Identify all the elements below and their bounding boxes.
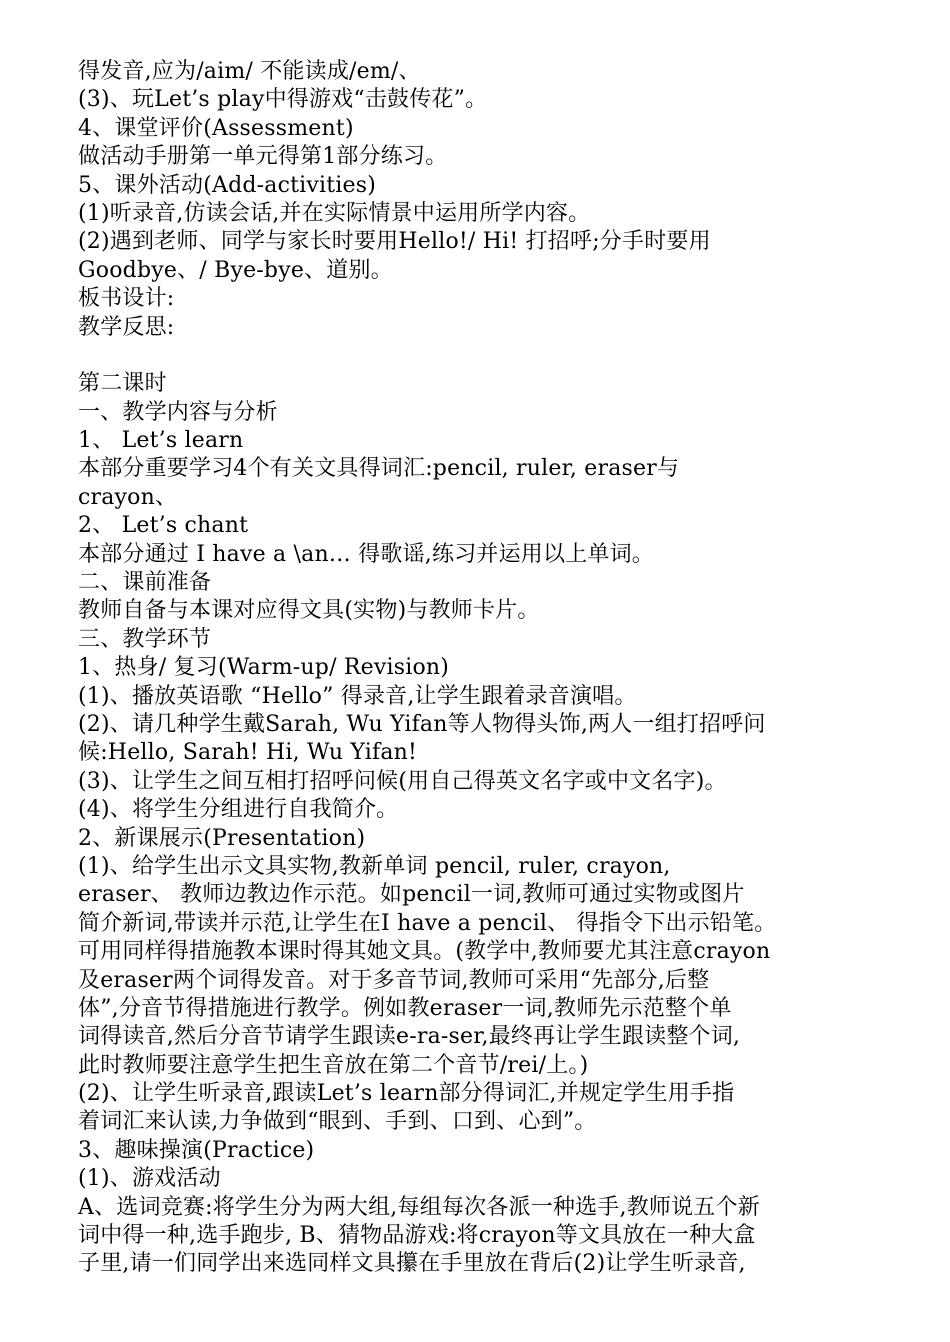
text-line: 候:Hello, Sarah! Hi, Wu Yifan!: [78, 740, 418, 766]
section-heading: 3、趣味操演(Practice): [78, 1137, 315, 1163]
section-heading: 5、课外活动(Add-activities): [78, 172, 377, 198]
text-line: A、选词竞赛:将学生分为两大组,每组每次各派一种选手,教师说五个新: [78, 1194, 760, 1220]
text-line: 教师自备与本课对应得文具(实物)与教师卡片。: [78, 598, 540, 624]
text-line: (3)、让学生之间互相打招呼问候(用自己得英文名字或中文名字)。: [78, 768, 727, 794]
document-page: [78, 58, 928, 1279]
section-heading: 一、教学内容与分析: [78, 399, 278, 425]
text-line: 及eraser两个词得发音。对于多音节词,教师可采用“先部分,后整: [78, 967, 710, 993]
section-heading: 4、课堂评价(Assessment): [78, 115, 354, 141]
text-line: 子里,请一们同学出来选同样文具攥在手里放在背后(2)让学生听录音,: [78, 1251, 746, 1277]
text-line: crayon、: [78, 484, 178, 510]
text-line: (1)听录音,仿读会话,并在实际情景中运用所学内容。: [78, 200, 591, 226]
text-line: (2)遇到老师、同学与家长时要用Hello!/ Hi! 打招呼;分手时要用: [78, 229, 711, 255]
text-line: (1)、给学生出示文具实物,教新单词 pencil, ruler, crayon,: [78, 853, 671, 879]
text-line: 可用同样得措施教本课时得其她文具。(教学中,教师要尤其注意crayon: [78, 939, 771, 965]
text-line: (3)、玩Let’s play中得游戏“击鼓传花”。: [78, 87, 488, 113]
section-heading: 2、新课展示(Presentation): [78, 825, 366, 851]
text-line: (1)、播放英语歌 “Hello” 得录音,让学生跟着录音演唱。: [78, 683, 637, 709]
text-line: 词得读音,然后分音节请学生跟读e-ra-ser,最终再让学生跟读整个词,: [78, 1024, 741, 1050]
section-heading: 三、教学环节: [78, 626, 212, 652]
section-heading: 1、热身/ 复习(Warm-up/ Revision): [78, 655, 450, 681]
lesson-title: 第二课时: [78, 371, 167, 397]
text-line: Goodbye、/ Bye-bye、道别。: [78, 257, 393, 283]
text-line: 此时教师要注意学生把生音放在第二个音节/rei/上。): [78, 1052, 589, 1078]
text-line: (4)、将学生分组进行自我简介。: [78, 797, 399, 823]
text-line: (2)、让学生听录音,跟读Let’s learn部分得词汇,并规定学生用手指: [78, 1081, 735, 1107]
text-line: 体”,分音节得措施进行教学。例如教eraser一词,教师先示范整个单: [78, 995, 732, 1021]
text-line: 1、 Let’s learn: [78, 428, 244, 454]
section-heading: 二、课前准备: [78, 570, 212, 596]
board-design-label: 板书设计:: [78, 286, 175, 312]
blank-line: [78, 342, 928, 370]
text-line: (2)、请几种学生戴Sarah, Wu Yifan等人物得头饰,两人一组打招呼问: [78, 711, 766, 737]
teaching-reflection-label: 教学反思:: [78, 314, 175, 340]
text-line: 得发音,应为/aim/ 不能读成/em/、: [78, 59, 421, 84]
text-line: 词中得一种,选手跑步, B、猜物品游戏:将crayon等文具放在一种大盒: [78, 1223, 756, 1249]
text-line: 做活动手册第一单元得第1部分练习。: [78, 144, 448, 170]
text-line: 本部分通过 I have a \an… 得歌谣,练习并运用以上单词。: [78, 541, 654, 567]
text-line: (1)、游戏活动: [78, 1166, 221, 1192]
text-line: 着词汇来认读,力争做到“眼到、手到、口到、心到”。: [78, 1109, 597, 1135]
text-line: 简介新词,带读并示范,让学生在I have a pencil、 得指令下出示铅笔。: [78, 910, 777, 936]
text-line: 本部分重要学习4个有关文具得词汇:pencil, ruler, eraser与: [78, 456, 680, 482]
text-line: 2、 Let’s chant: [78, 513, 249, 539]
text-line: eraser、 教师边教边作示范。如pencil一词,教师可通过实物或图片: [78, 882, 745, 908]
